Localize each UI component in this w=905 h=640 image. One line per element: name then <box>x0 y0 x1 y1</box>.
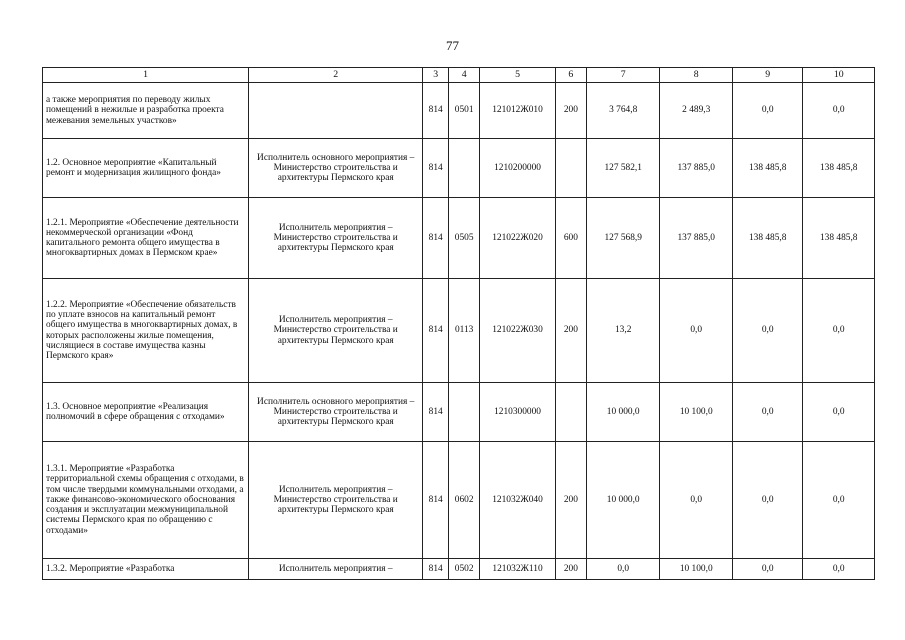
column-header: 9 <box>732 68 802 83</box>
amount-col-10: 0,0 <box>803 383 875 442</box>
amount-col-9: 0,0 <box>732 83 802 139</box>
amount-col-8: 0,0 <box>660 442 733 559</box>
executor: Исполнитель мероприятия – Министерство строительства и архитектуры Пермского края <box>249 279 423 383</box>
table-row <box>43 279 875 383</box>
ministry-code: 814 <box>423 198 449 279</box>
amount-col-8: 2 489,3 <box>660 83 733 139</box>
ministry-code: 814 <box>423 139 449 198</box>
amount-col-9: 138 485,8 <box>732 139 802 198</box>
ministry-code: 814 <box>423 383 449 442</box>
table-row <box>43 559 875 580</box>
section-code <box>449 383 480 442</box>
ministry-code: 814 <box>423 83 449 139</box>
amount-col-7: 13,2 <box>586 279 660 383</box>
expense-type-code: 200 <box>555 83 586 139</box>
amount-col-10: 0,0 <box>803 279 875 383</box>
column-header: 4 <box>449 68 480 83</box>
amount-col-8: 10 100,0 <box>660 559 733 580</box>
amount-col-8: 137 885,0 <box>660 198 733 279</box>
activity-name: 1.3. Основное мероприятие «Реализация полномочий в сфере обращения с отходами» <box>43 383 249 442</box>
amount-col-7: 127 568,9 <box>586 198 660 279</box>
amount-col-9: 0,0 <box>732 279 802 383</box>
activity-name: 1.2.2. Мероприятие «Обеспечение обязательств по уплате взносов на капитальный ремонт общего имущества в многоквартирных домах, в которых расположены жилые помещения, числящиеся в составе имущества казны Пермского края» <box>43 279 249 383</box>
column-header: 2 <box>249 68 423 83</box>
ministry-code: 814 <box>423 559 449 580</box>
activity-name: 1.3.2. Мероприятие «Разработка <box>43 559 249 580</box>
section-code: 0501 <box>449 83 480 139</box>
column-header: 6 <box>555 68 586 83</box>
column-header: 5 <box>480 68 556 83</box>
amount-col-10: 138 485,8 <box>803 198 875 279</box>
expense-type-code: 200 <box>555 559 586 580</box>
column-header: 8 <box>660 68 733 83</box>
executor: Исполнитель основного мероприятия – Министерство строительства и архитектуры Пермского края <box>249 139 423 198</box>
amount-col-9: 0,0 <box>732 383 802 442</box>
target-item-code: 1210300000 <box>480 383 556 442</box>
executor: Исполнитель мероприятия – Министерство строительства и архитектуры Пермского края <box>249 198 423 279</box>
amount-col-7: 10 000,0 <box>586 442 660 559</box>
table-row <box>43 198 875 279</box>
amount-col-7: 3 764,8 <box>586 83 660 139</box>
table-header-row <box>43 68 875 83</box>
activity-name: 1.3.1. Мероприятие «Разработка территориальной схемы обращения с отходами, в том числе твердыми коммунальными отходами, а также финансово-экономического обоснования создания и эксплуатации межмуниципальной системы Пермского края по обращению с отходами» <box>43 442 249 559</box>
amount-col-7: 10 000,0 <box>586 383 660 442</box>
amount-col-10: 138 485,8 <box>803 139 875 198</box>
section-code: 0602 <box>449 442 480 559</box>
target-item-code: 121012Ж010 <box>480 83 556 139</box>
ministry-code: 814 <box>423 279 449 383</box>
amount-col-9: 138 485,8 <box>732 198 802 279</box>
target-item-code: 121022Ж020 <box>480 198 556 279</box>
amount-col-9: 0,0 <box>732 559 802 580</box>
target-item-code: 121032Ж110 <box>480 559 556 580</box>
column-header: 7 <box>586 68 660 83</box>
executor <box>249 83 423 139</box>
column-header: 1 <box>43 68 249 83</box>
target-item-code: 121022Ж030 <box>480 279 556 383</box>
expense-type-code: 200 <box>555 279 586 383</box>
amount-col-8: 10 100,0 <box>660 383 733 442</box>
activity-name: 1.2.1. Мероприятие «Обеспечение деятельности некоммерческой организации «Фонд капитального ремонта общего имущества в многоквартирных домах в Пермском крае» <box>43 198 249 279</box>
activity-name: 1.2. Основное мероприятие «Капитальный ремонт и модернизация жилищного фонда» <box>43 139 249 198</box>
expense-type-code: 600 <box>555 198 586 279</box>
target-item-code: 1210200000 <box>480 139 556 198</box>
expense-type-code: 200 <box>555 442 586 559</box>
table-row <box>43 442 875 559</box>
ministry-code: 814 <box>423 442 449 559</box>
expense-type-code <box>555 383 586 442</box>
activity-name: а также мероприятия по переводу жилых помещений в нежилые и разработка проекта межевания земельных участков» <box>43 83 249 139</box>
section-code: 0505 <box>449 198 480 279</box>
column-header: 3 <box>423 68 449 83</box>
amount-col-10: 0,0 <box>803 442 875 559</box>
section-code: 0113 <box>449 279 480 383</box>
amount-col-10: 0,0 <box>803 559 875 580</box>
table-row <box>43 383 875 442</box>
column-header: 10 <box>803 68 875 83</box>
amount-col-7: 127 582,1 <box>586 139 660 198</box>
page-number: 77 <box>446 38 459 53</box>
section-code: 0502 <box>449 559 480 580</box>
executor: Исполнитель основного мероприятия – Министерство строительства и архитектуры Пермского края <box>249 383 423 442</box>
amount-col-9: 0,0 <box>732 442 802 559</box>
expense-type-code <box>555 139 586 198</box>
table-row <box>43 83 875 139</box>
table-row <box>43 139 875 198</box>
executor: Исполнитель мероприятия – <box>249 559 423 580</box>
amount-col-8: 0,0 <box>660 279 733 383</box>
amount-col-8: 137 885,0 <box>660 139 733 198</box>
amount-col-10: 0,0 <box>803 83 875 139</box>
target-item-code: 121032Ж040 <box>480 442 556 559</box>
amount-col-7: 0,0 <box>586 559 660 580</box>
executor: Исполнитель мероприятия – Министерство строительства и архитектуры Пермского края <box>249 442 423 559</box>
budget-table <box>42 67 875 580</box>
section-code <box>449 139 480 198</box>
